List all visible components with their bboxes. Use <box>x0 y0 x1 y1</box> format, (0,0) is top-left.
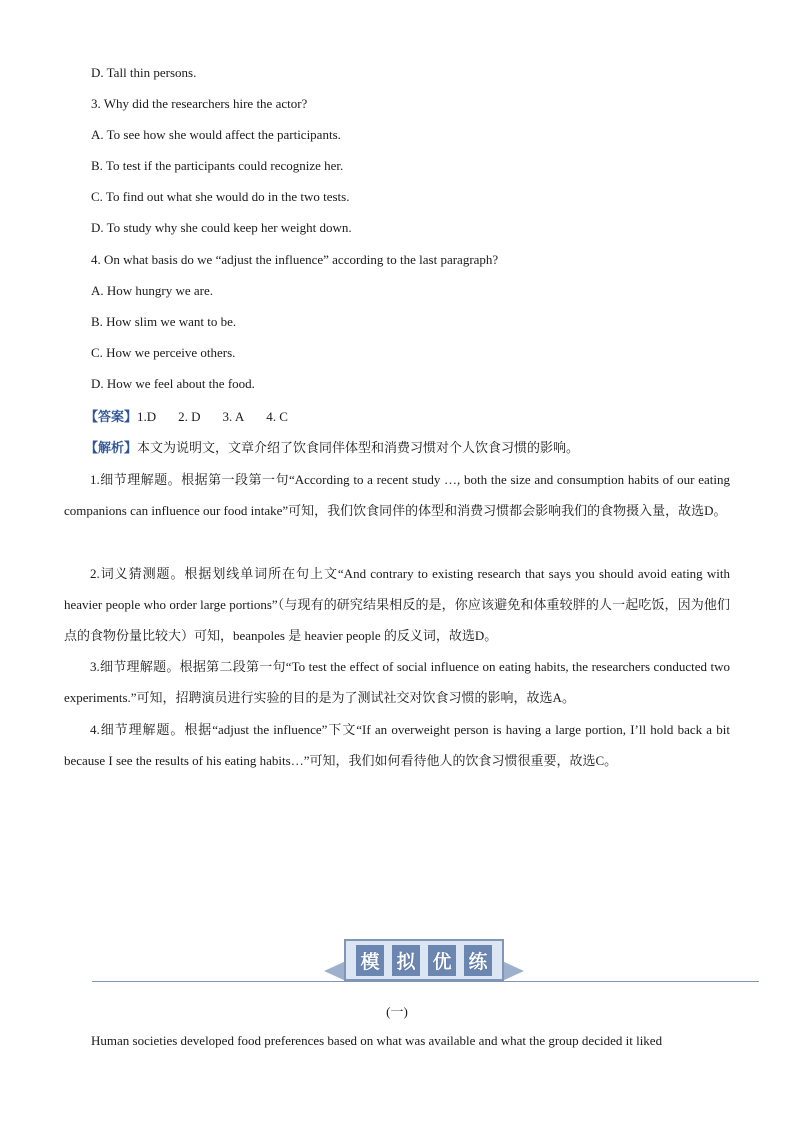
answer-item: 1.D <box>137 409 157 424</box>
analysis-paragraph-text: 3.细节理解题。根据第二段第一句“To test the effect of social influence on eating habits, the researchers conducted two experiments.”可知，招聘演员进行实验的目的是为了测试社交对饮食习惯的影响，故选A。 <box>64 659 730 705</box>
q3-option-a: A. To see how she would affect the participants. <box>91 127 341 142</box>
answer-item: 4. C <box>266 409 288 424</box>
analysis-paragraph-text: 4.细节理解题。根据“adjust the influence”下文“If an overweight person is having a large portion, I’ll hold back a bit because I see the results of his eating habits…”可知，我们如何看待他人的饮食习惯很重要，故选C。 <box>64 722 730 768</box>
q4-stem: 4. On what basis do we “adjust the influence” according to the last paragraph? <box>91 252 499 267</box>
q4-option-a: A. How hungry we are. <box>91 283 214 298</box>
analysis-paragraph-4 <box>64 714 730 776</box>
q3-option-c: C. To find out what she would do in the two tests. <box>91 189 350 204</box>
q4-option-c: C. How we perceive others. <box>91 345 236 360</box>
section-number: (一) <box>386 1004 408 1019</box>
q3-option-b: B. To test if the participants could recognize her. <box>91 158 344 173</box>
q4-option-d: D. How we feel about the food. <box>91 376 255 391</box>
answer-item: 3. A <box>222 409 245 424</box>
answer-line <box>85 409 310 425</box>
analysis-paragraph-2 <box>64 558 730 651</box>
q3-stem: 3. Why did the researchers hire the actor? <box>91 96 308 111</box>
q2-option-d: D. Tall thin persons. <box>91 65 197 80</box>
section-banner <box>320 939 528 983</box>
analysis-intro-line <box>85 440 579 456</box>
analysis-tag: 【解析】 <box>85 440 138 455</box>
banner-box <box>344 939 504 981</box>
banner-char: 练 <box>464 945 491 976</box>
banner-char: 拟 <box>392 945 419 976</box>
passage-first-line: Human societies developed food preferences based on what was available and what the group decided it liked <box>91 1033 663 1048</box>
banner-ribbon-left <box>324 961 346 981</box>
q3-option-d: D. To study why she could keep her weight down. <box>91 220 352 235</box>
analysis-paragraph-3 <box>64 651 730 713</box>
analysis-paragraph-text: 2.词义猜测题。根据划线单词所在句上文“And contrary to existing research that says you should avoid eating with heavier people who order large portions”（与现有的研究结果相反的是，你应该避免和体重较胖的人一起吃饭，因为他们点的食物份量比较大）可知，beanpoles 是 heavier people 的反义词，故选D。 <box>64 566 730 643</box>
analysis-paragraph-1 <box>64 464 730 526</box>
answer-item: 2. D <box>178 409 201 424</box>
banner-ribbon-right <box>502 961 524 981</box>
analysis-intro: 本文为说明文，文章介绍了饮食同伴体型和消费习惯对个人饮食习惯的影响。 <box>137 440 580 455</box>
answer-tag: 【答案】 <box>85 409 138 424</box>
banner-char: 优 <box>428 945 455 976</box>
analysis-paragraph-text: 1.细节理解题。根据第一段第一句“According to a recent study …, both the size and consumption habits of our eating companions can influence our food intake”可知，我们饮食同伴的体型和消费习惯都会影响我们的食物摄入量，故选D。 <box>64 472 730 518</box>
banner-char: 模 <box>356 945 383 976</box>
q4-option-b: B. How slim we want to be. <box>91 314 237 329</box>
